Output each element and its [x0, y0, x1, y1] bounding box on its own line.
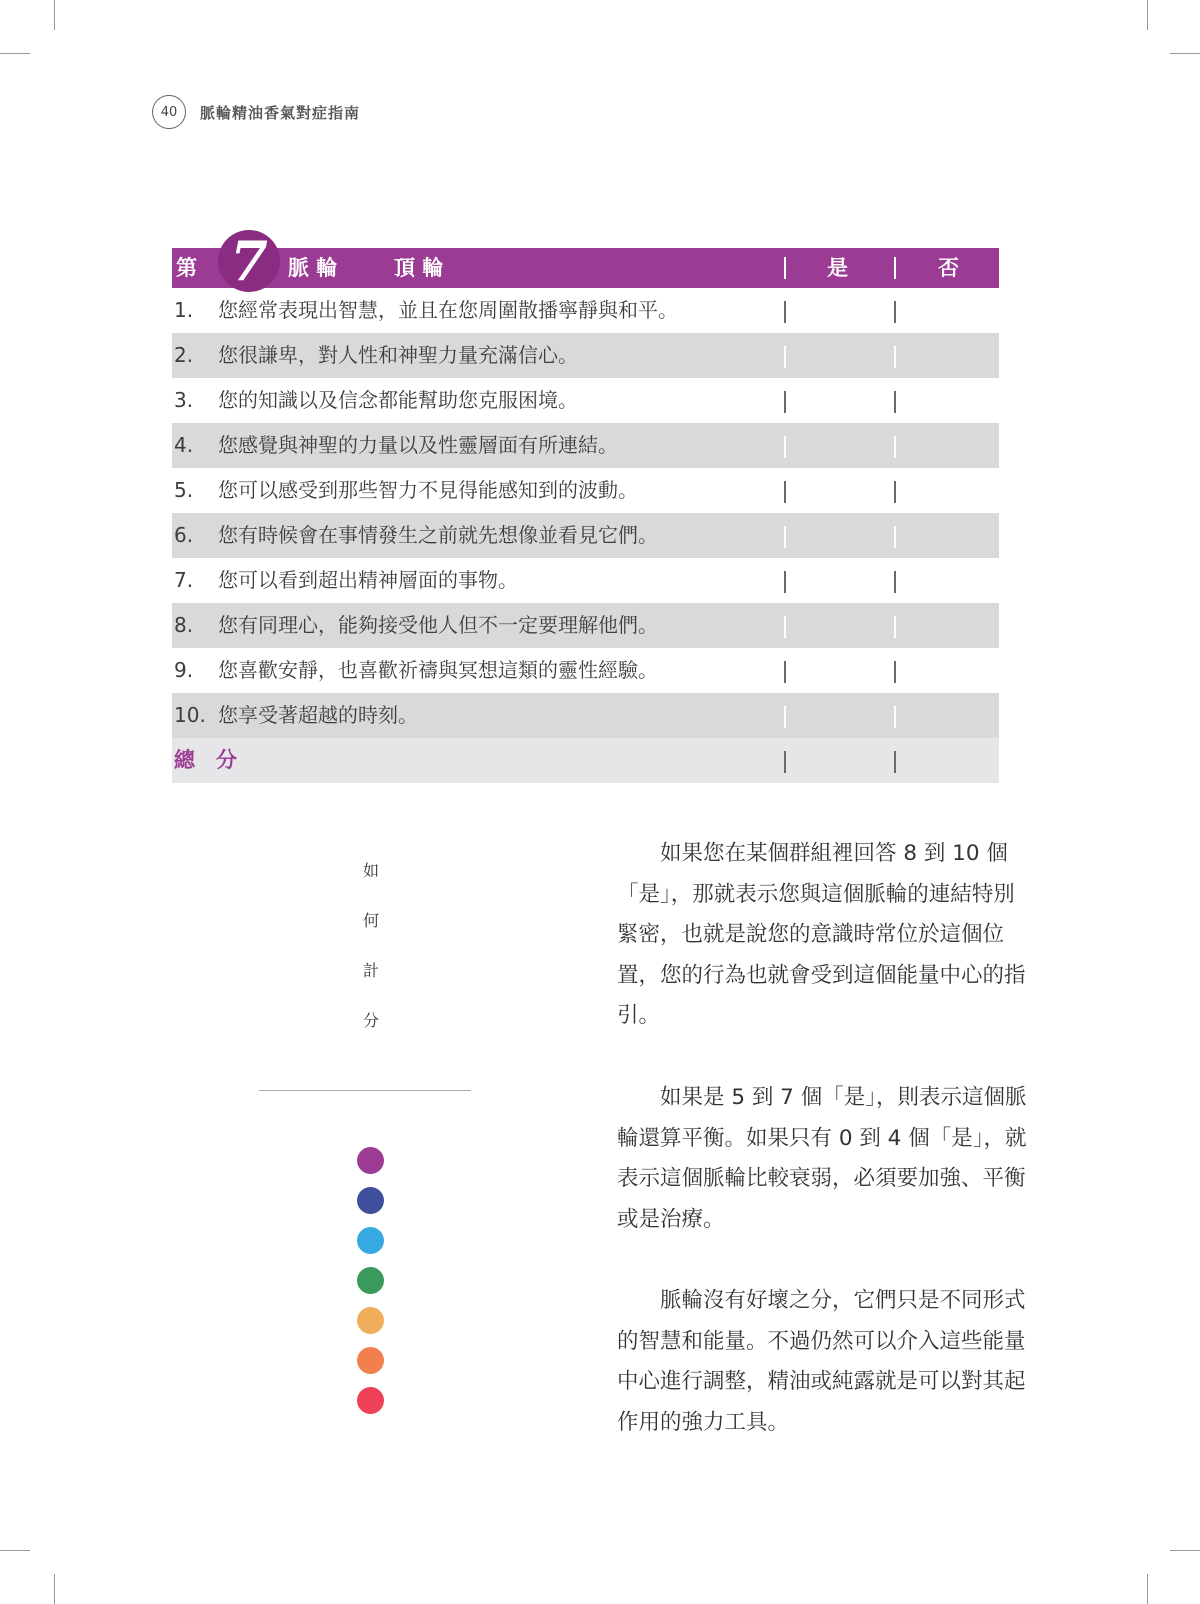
question-text: 您喜歡安靜，也喜歡祈禱與冥想這類的靈性經驗。	[218, 658, 658, 682]
header-word: 脈 輪	[288, 256, 338, 280]
how-to-score-heading	[330, 860, 412, 1060]
scoring-paragraph-mid-low: 如果是 5 到 7 個「是」，則表示這個脈輪還算平衡。如果只有 0 到 4 個「是」，就表示這個脈輪比較衰弱，必須要加強、平衡或是治療。	[617, 1085, 1027, 1232]
question-number: 1.	[174, 298, 194, 322]
question-number: 5.	[174, 478, 194, 502]
yes-column-header: 是	[827, 256, 848, 280]
total-score-row	[172, 738, 999, 783]
yes-answer-cell[interactable]	[784, 706, 786, 728]
question-text: 您有同理心，能夠接受他人但不一定要理解他們。	[218, 613, 658, 637]
no-answer-cell[interactable]	[894, 526, 896, 548]
total-label: 總 分	[174, 748, 237, 772]
question-text: 您可以看到超出精神層面的事物。	[218, 568, 518, 592]
yes-answer-cell[interactable]	[784, 346, 786, 368]
table-row	[172, 558, 999, 603]
heading-char: 何	[362, 911, 379, 930]
table-row	[172, 468, 999, 513]
root-chakra-dot	[357, 1387, 384, 1414]
yes-answer-cell[interactable]	[784, 481, 786, 503]
no-answer-cell[interactable]	[894, 616, 896, 638]
no-answer-cell[interactable]	[894, 436, 896, 458]
table-row	[172, 513, 999, 558]
crop-mark	[54, 0, 55, 30]
no-answer-cell[interactable]	[894, 661, 896, 683]
chakra-questionnaire-table	[172, 229, 999, 783]
table-header	[172, 229, 999, 293]
no-answer-cell[interactable]	[894, 706, 896, 728]
yes-total-cell[interactable]	[784, 751, 786, 773]
yes-answer-cell[interactable]	[784, 526, 786, 548]
chakra-name: 頂 輪	[394, 256, 444, 280]
crop-mark	[0, 1550, 30, 1551]
book-title: 脈輪精油香氣對症指南	[200, 103, 361, 122]
question-text: 您享受著超越的時刻。	[218, 703, 418, 727]
yes-answer-cell[interactable]	[784, 616, 786, 638]
crop-mark	[1170, 1550, 1200, 1551]
scoring-paragraph-tools: 脈輪沒有好壞之分，它們只是不同形式的智慧和能量。不過仍然可以介入這些能量中心進行調整，精油或純露就是可以對其起作用的強力工具。	[617, 1288, 1026, 1435]
question-number: 9.	[174, 658, 194, 682]
crop-mark	[54, 1574, 55, 1604]
question-text: 您可以感受到那些智力不見得能感知到的波動。	[218, 478, 638, 502]
table-row	[172, 693, 999, 738]
solar-plexus-chakra-dot	[357, 1307, 384, 1334]
table-row	[172, 603, 999, 648]
no-answer-cell[interactable]	[894, 481, 896, 503]
sacral-chakra-dot	[357, 1347, 384, 1374]
question-text: 您經常表現出智慧，並且在您周圍散播寧靜與和平。	[218, 298, 678, 322]
question-text: 您感覺與神聖的力量以及性靈層面有所連結。	[218, 433, 618, 457]
crop-mark	[0, 53, 30, 54]
no-answer-cell[interactable]	[894, 346, 896, 368]
question-number: 7.	[174, 568, 194, 592]
heading-char: 如	[362, 861, 379, 880]
table-row	[172, 288, 999, 333]
no-total-cell[interactable]	[894, 751, 896, 773]
crop-mark	[1147, 0, 1148, 30]
no-column-header: 否	[938, 256, 959, 280]
crown-chakra-dot	[357, 1147, 384, 1174]
column-divider	[894, 257, 896, 279]
throat-chakra-dot	[357, 1227, 384, 1254]
question-text: 您有時候會在事情發生之前就先想像並看見它們。	[218, 523, 658, 547]
scoring-paragraph-high: 如果您在某個群組裡回答 8 到 10 個「是」，那就表示您與這個脈輪的連結特別緊密，也就是說您的意識時常位於這個位置，您的行為也就會受到這個能量中心的指引。	[617, 841, 1026, 1028]
header-prefix: 第	[176, 256, 197, 280]
question-text: 您的知識以及信念都能幫助您克服困境。	[218, 388, 578, 412]
question-number: 2.	[174, 343, 194, 367]
crop-mark	[1147, 1574, 1148, 1604]
heading-char: 計	[362, 961, 379, 980]
heading-char: 分	[362, 1011, 379, 1030]
page-number: 40	[152, 95, 186, 129]
question-number: 10.	[174, 703, 206, 727]
chakra-number-badge: 7	[218, 230, 280, 292]
heart-chakra-dot	[357, 1267, 384, 1294]
no-answer-cell[interactable]	[894, 301, 896, 323]
table-row	[172, 378, 999, 423]
running-header	[152, 94, 360, 130]
column-divider	[784, 257, 786, 279]
sidebar-divider	[259, 1090, 471, 1091]
yes-answer-cell[interactable]	[784, 571, 786, 593]
question-number: 6.	[174, 523, 194, 547]
table-row	[172, 423, 999, 468]
question-number: 4.	[174, 433, 194, 457]
crop-mark	[1170, 53, 1200, 54]
third-eye-chakra-dot	[357, 1187, 384, 1214]
yes-answer-cell[interactable]	[784, 436, 786, 458]
table-row	[172, 333, 999, 378]
yes-answer-cell[interactable]	[784, 661, 786, 683]
table-row	[172, 648, 999, 693]
question-text: 您很謙卑，對人性和神聖力量充滿信心。	[218, 343, 578, 367]
no-answer-cell[interactable]	[894, 391, 896, 413]
question-number: 8.	[174, 613, 194, 637]
question-number: 3.	[174, 388, 194, 412]
no-answer-cell[interactable]	[894, 571, 896, 593]
yes-answer-cell[interactable]	[784, 391, 786, 413]
yes-answer-cell[interactable]	[784, 301, 786, 323]
